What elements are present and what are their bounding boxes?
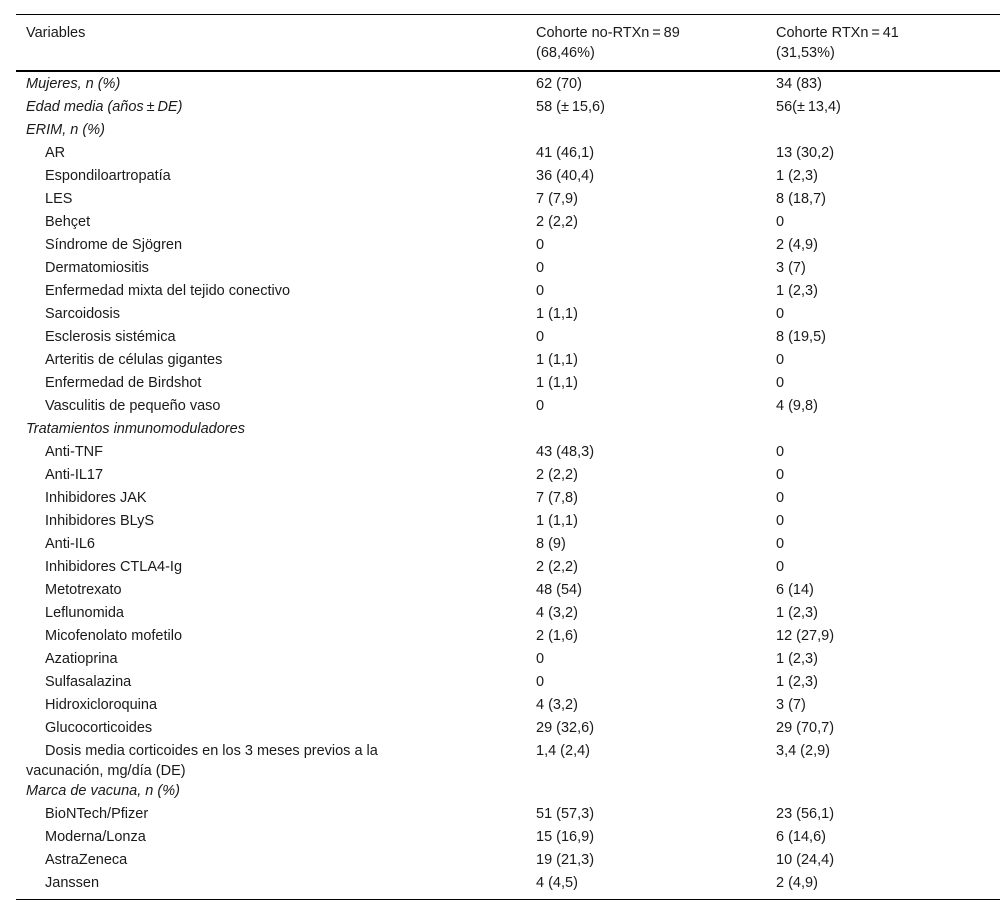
cell-rtxn: 8 (18,7) (776, 191, 826, 207)
table-row (16, 850, 1000, 873)
table-row (16, 603, 1000, 626)
cell-no-rtxn: 2 (1,6) (536, 628, 578, 644)
cell-no-rtxn: 51 (57,3) (536, 806, 595, 822)
row-label: Vasculitis de pequeño vaso (45, 398, 221, 414)
cell-no-rtxn (526, 419, 766, 442)
row-label: Moderna/Lonza (45, 829, 146, 845)
table-row (16, 373, 1000, 396)
cell-no-rtxn: 0 (536, 329, 545, 345)
row-label: Behçet (45, 214, 91, 230)
row-label: Anti-IL6 (45, 536, 95, 552)
cell-no-rtxn: 4 (3,2) (536, 605, 578, 621)
cell-rtxn: 3 (7) (776, 697, 806, 713)
row-label: Síndrome de Sjögren (45, 237, 183, 253)
section-label: ERIM, n (%) (26, 122, 105, 138)
cell-rtxn: 1 (2,3) (776, 605, 818, 621)
table-row (16, 649, 1000, 672)
row-label: Mujeres, n (%) (26, 76, 121, 92)
cell-no-rtxn: 4 (3,2) (536, 697, 578, 713)
row-label: Janssen (45, 875, 100, 891)
cell-no-rtxn: 41 (46,1) (536, 145, 595, 161)
cell-no-rtxn: 43 (48,3) (536, 444, 595, 460)
section-row-vaccine-brand (16, 781, 1000, 804)
table-row (16, 718, 1000, 741)
row-label: Micofenolato mofetilo (45, 628, 183, 644)
cell-no-rtxn: 29 (32,6) (536, 720, 595, 736)
row-label: Edad media (años ± DE) (26, 99, 183, 115)
table-row (16, 350, 1000, 373)
cell-no-rtxn: 1 (1,1) (536, 513, 578, 529)
row-label-line1: Dosis media corticoides en los 3 meses previos a la (45, 743, 378, 759)
cell-no-rtxn: 0 (536, 674, 545, 690)
cell-rtxn: 2 (4,9) (776, 237, 818, 253)
header-cohort-rtxn-line2: (31,53%) (776, 45, 835, 61)
cell-no-rtxn: 58 (± 15,6) (536, 99, 605, 115)
cell-rtxn: 1 (2,3) (776, 168, 818, 184)
cell-no-rtxn: 15 (16,9) (536, 829, 595, 845)
table-row (16, 396, 1000, 419)
header-variables (16, 15, 526, 72)
cell-no-rtxn: 1,4 (2,4) (536, 743, 590, 759)
table-row (16, 827, 1000, 850)
row-label: Enfermedad de Birdshot (45, 375, 202, 391)
cell-no-rtxn: 7 (7,9) (536, 191, 578, 207)
cell-rtxn: 0 (776, 444, 785, 460)
cell-no-rtxn: 0 (536, 651, 545, 667)
row-label: Enfermedad mixta del tejido conectivo (45, 283, 291, 299)
table-row (16, 488, 1000, 511)
cell-rtxn: 34 (83) (776, 76, 822, 92)
row-label: Anti-TNF (45, 444, 103, 460)
cell-rtxn: 12 (27,9) (776, 628, 835, 644)
header-cohort-no-rtxn (526, 15, 766, 72)
table-row-women (16, 71, 1000, 97)
cell-no-rtxn: 62 (70) (536, 76, 582, 92)
table-row-corticoid-dose (16, 741, 1000, 781)
header-cohort-no-rtxn-line2: (68,46%) (536, 45, 595, 61)
row-label: Espondiloartropatía (45, 168, 171, 184)
cell-no-rtxn: 0 (536, 398, 545, 414)
cell-rtxn: 6 (14) (776, 582, 814, 598)
cell-rtxn: 10 (24,4) (776, 852, 835, 868)
cell-no-rtxn: 0 (536, 260, 545, 276)
cell-rtxn: 4 (9,8) (776, 398, 818, 414)
cell-no-rtxn: 2 (2,2) (536, 467, 578, 483)
cell-no-rtxn: 1 (1,1) (536, 375, 578, 391)
cell-rtxn: 3 (7) (776, 260, 806, 276)
baseline-characteristics-table-container (16, 14, 1000, 900)
table-row (16, 304, 1000, 327)
cell-no-rtxn: 7 (7,8) (536, 490, 578, 506)
cell-rtxn: 0 (776, 352, 785, 368)
cell-no-rtxn: 36 (40,4) (536, 168, 595, 184)
table-row (16, 511, 1000, 534)
cell-no-rtxn (526, 120, 766, 143)
row-label (16, 741, 526, 781)
row-label: AR (45, 145, 66, 161)
table-row (16, 873, 1000, 900)
row-label: Sarcoidosis (45, 306, 120, 322)
header-cohort-rtxn (766, 15, 1000, 72)
cell-rtxn: 0 (776, 467, 785, 483)
cell-rtxn: 3,4 (2,9) (776, 743, 830, 759)
row-label: Glucocorticoides (45, 720, 153, 736)
cell-rtxn: 23 (56,1) (776, 806, 835, 822)
row-label: BioNTech/Pfizer (45, 806, 149, 822)
cell-rtxn: 2 (4,9) (776, 875, 818, 891)
row-label: Dermatomiositis (45, 260, 149, 276)
cell-rtxn: 0 (776, 375, 785, 391)
table-row (16, 557, 1000, 580)
row-label: Esclerosis sistémica (45, 329, 176, 345)
table-row (16, 327, 1000, 350)
section-row-erim (16, 120, 1000, 143)
header-row (16, 15, 1000, 72)
cell-rtxn (766, 120, 1000, 143)
cell-rtxn: 1 (2,3) (776, 283, 818, 299)
cell-rtxn: 56(± 13,4) (776, 99, 841, 115)
row-label: Inhibidores JAK (45, 490, 147, 506)
cell-rtxn: 8 (19,5) (776, 329, 826, 345)
section-label: Marca de vacuna, n (%) (26, 783, 180, 799)
table-row-mean-age (16, 97, 1000, 120)
cell-no-rtxn: 48 (54) (536, 582, 582, 598)
table-body (16, 71, 1000, 900)
table-row (16, 626, 1000, 649)
cell-no-rtxn: 2 (2,2) (536, 559, 578, 575)
section-label: Tratamientos inmunomoduladores (26, 421, 245, 437)
header-cohort-no-rtxn-line1: Cohorte no-RTXn = 89 (536, 25, 680, 41)
cell-no-rtxn: 19 (21,3) (536, 852, 595, 868)
cell-rtxn (766, 781, 1000, 804)
cell-rtxn: 0 (776, 214, 785, 230)
table-row (16, 695, 1000, 718)
cell-no-rtxn (526, 781, 766, 804)
table-row (16, 442, 1000, 465)
cell-rtxn: 1 (2,3) (776, 651, 818, 667)
table-row (16, 465, 1000, 488)
row-label: Anti-IL17 (45, 467, 104, 483)
cell-rtxn: 0 (776, 306, 785, 322)
row-label: Sulfasalazina (45, 674, 132, 690)
cell-rtxn: 29 (70,7) (776, 720, 835, 736)
table-row (16, 189, 1000, 212)
table-row (16, 143, 1000, 166)
cell-no-rtxn: 2 (2,2) (536, 214, 578, 230)
row-label: LES (45, 191, 73, 207)
row-label: Hidroxicloroquina (45, 697, 158, 713)
section-row-treatments (16, 419, 1000, 442)
row-label: Leflunomida (45, 605, 124, 621)
table-row (16, 258, 1000, 281)
table-row (16, 580, 1000, 603)
row-label: Azatioprina (45, 651, 118, 667)
header-variables-label: Variables (26, 25, 86, 41)
cell-rtxn: 1 (2,3) (776, 674, 818, 690)
cell-no-rtxn: 0 (536, 283, 545, 299)
table-row (16, 672, 1000, 695)
table-row (16, 804, 1000, 827)
table-row (16, 212, 1000, 235)
cell-rtxn: 0 (776, 536, 785, 552)
cell-rtxn: 6 (14,6) (776, 829, 826, 845)
cell-rtxn: 13 (30,2) (776, 145, 835, 161)
row-label: Inhibidores BLyS (45, 513, 155, 529)
cell-rtxn: 0 (776, 559, 785, 575)
cell-no-rtxn: 8 (9) (536, 536, 566, 552)
row-label-line2: vacunación, mg/día (DE) (26, 763, 186, 779)
cell-rtxn: 0 (776, 490, 785, 506)
row-label: AstraZeneca (45, 852, 128, 868)
baseline-characteristics-table (16, 14, 1000, 900)
row-label: Metotrexato (45, 582, 122, 598)
cell-rtxn (766, 419, 1000, 442)
table-row (16, 166, 1000, 189)
cell-no-rtxn: 0 (536, 237, 545, 253)
cell-no-rtxn: 1 (1,1) (536, 306, 578, 322)
table-row (16, 281, 1000, 304)
header-cohort-rtxn-line1: Cohorte RTXn = 41 (776, 25, 899, 41)
cell-no-rtxn: 1 (1,1) (536, 352, 578, 368)
cell-no-rtxn: 4 (4,5) (536, 875, 578, 891)
cell-rtxn: 0 (776, 513, 785, 529)
table-row (16, 534, 1000, 557)
table-row (16, 235, 1000, 258)
table-header (16, 15, 1000, 72)
row-label: Arteritis de células gigantes (45, 352, 223, 368)
row-label: Inhibidores CTLA4-Ig (45, 559, 183, 575)
